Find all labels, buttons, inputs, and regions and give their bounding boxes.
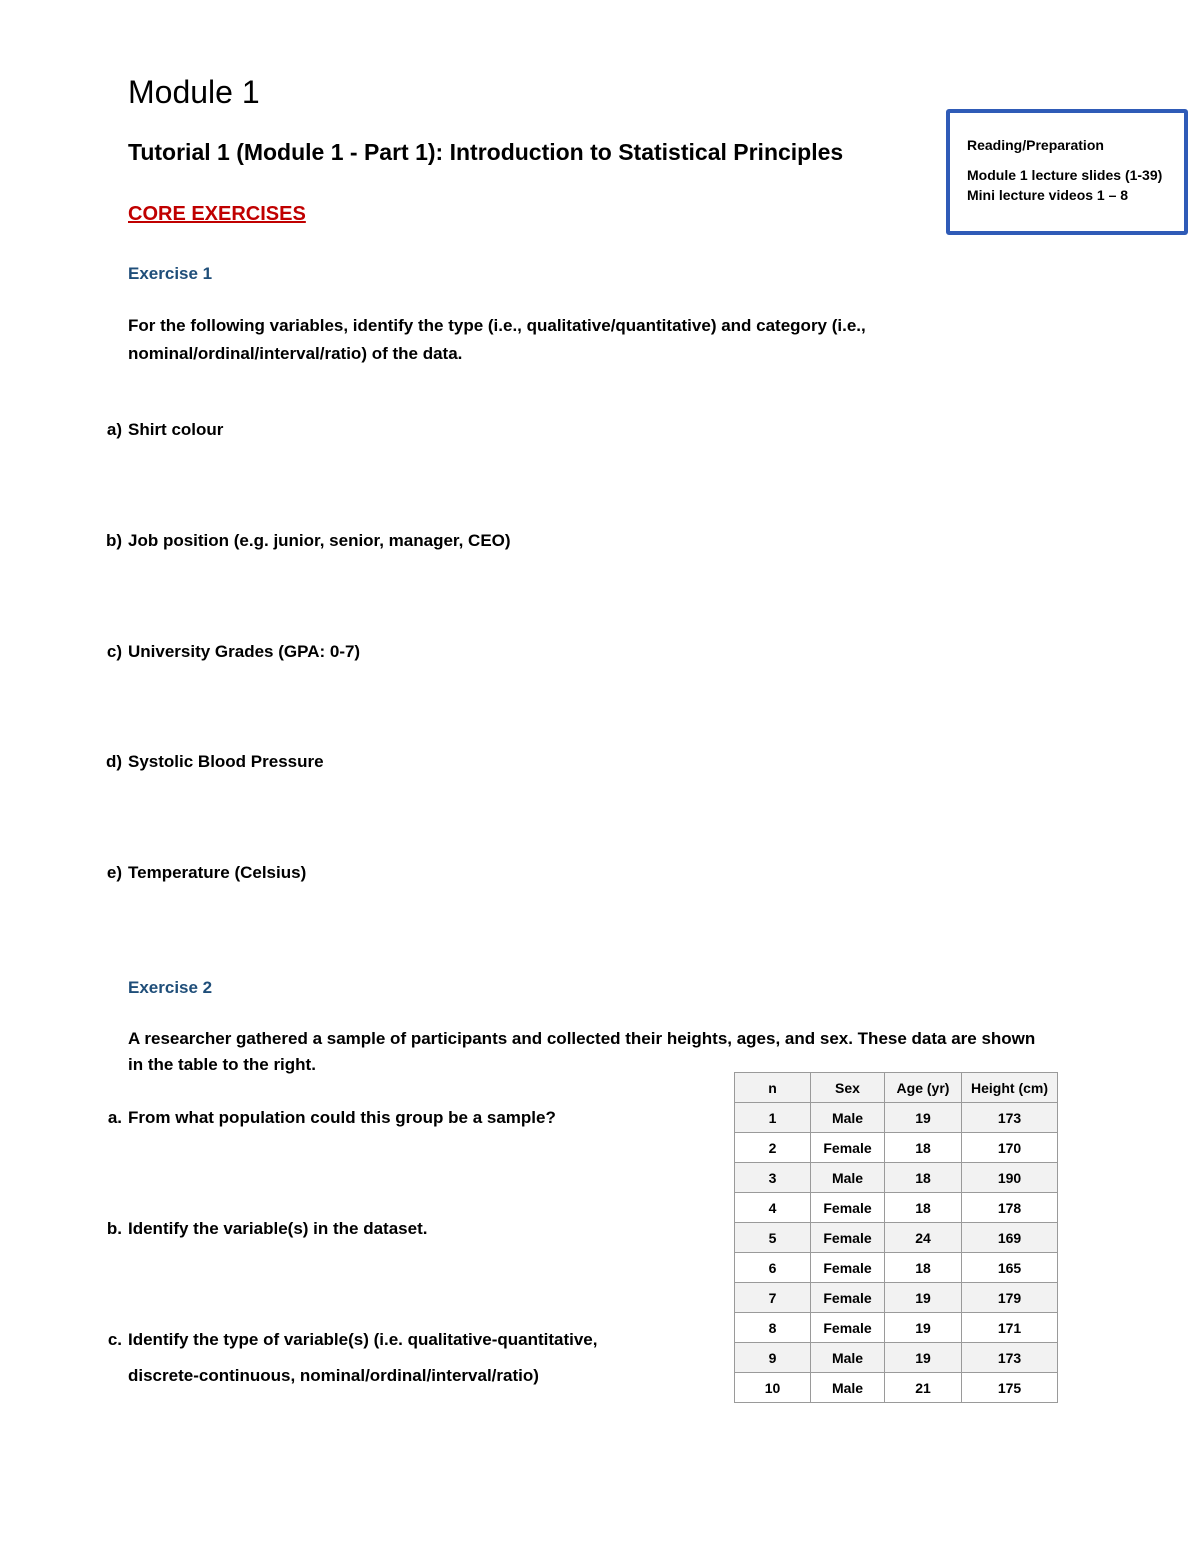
table-cell: 5 [735,1223,811,1253]
table-cell: 8 [735,1313,811,1343]
table-cell: Male [811,1373,885,1403]
table-row [735,1343,1058,1373]
table-cell: 165 [962,1253,1058,1283]
table-cell: 173 [962,1103,1058,1133]
table-cell: 24 [885,1223,962,1253]
table-cell: 173 [962,1343,1058,1373]
item-university-grades: University Grades (GPA: 0-7) [128,642,361,661]
table-row [735,1133,1058,1163]
intro-line: A researcher gathered a sample of participants and collected their heights, ages, and sex. These data are shown [128,1029,1036,1048]
table-row [735,1313,1058,1343]
column-header: Age (yr) [885,1073,962,1103]
table-cell: 175 [962,1373,1058,1403]
core-exercises-heading: CORE EXERCISES [128,203,306,225]
table-cell: Female [811,1223,885,1253]
item-letter: c) [106,642,122,661]
module-title: Module 1 [128,74,260,110]
column-header: Height (cm) [962,1073,1058,1103]
table-cell: 2 [735,1133,811,1163]
exercise-1-heading: Exercise 1 [128,264,213,283]
item-job-position: Job position (e.g. junior, senior, manager, CEO) [128,531,511,550]
table-row [735,1253,1058,1283]
table-cell: 1 [735,1103,811,1133]
table-cell: 18 [885,1193,962,1223]
table-cell: Male [811,1103,885,1133]
question-letter: a. [107,1108,122,1127]
item-blood-pressure: Systolic Blood Pressure [128,752,324,771]
table-cell: 7 [735,1283,811,1313]
table-cell: Female [811,1283,885,1313]
reading-box-title: Reading/Preparation [967,137,1104,153]
table-row [735,1163,1058,1193]
item-letter: d) [105,752,122,771]
table-cell: 21 [885,1373,962,1403]
column-header: n [735,1073,811,1103]
tutorial-title: Tutorial 1 (Module 1 - Part 1): Introduction to Statistical Principles [128,139,844,165]
table-cell: 170 [962,1133,1058,1163]
table-cell: 4 [735,1193,811,1223]
table-cell: 171 [962,1313,1058,1343]
table-row [735,1373,1058,1403]
reading-box-line: Mini lecture videos 1 – 8 [967,187,1129,203]
table-row [735,1193,1058,1223]
table-cell: 179 [962,1283,1058,1313]
table-header-row [735,1073,1058,1103]
participants-table [734,1072,1058,1403]
reading-box-line: Module 1 lecture slides (1-39) [967,167,1163,183]
question-variables: Identify the variable(s) in the dataset. [128,1219,428,1238]
table-cell: 18 [885,1163,962,1193]
question-variable-types: Identify the type of variable(s) (i.e. qualitative-quantitative, [128,1330,598,1349]
table-cell: Female [811,1133,885,1163]
exercise-2-heading: Exercise 2 [128,978,213,997]
question-letter: c. [107,1330,122,1349]
column-header: Sex [811,1073,885,1103]
table-cell: 10 [735,1373,811,1403]
question-population: From what population could this group be a sample? [128,1108,556,1127]
table-cell: Male [811,1163,885,1193]
item-letter: e) [106,863,122,882]
table-cell: 6 [735,1253,811,1283]
table-cell: 19 [885,1343,962,1373]
table-cell: Female [811,1253,885,1283]
instructions-line: For the following variables, identify the type (i.e., qualitative/quantitative) and category (i.e., [128,316,866,335]
table-row [735,1283,1058,1313]
table-cell: 169 [962,1223,1058,1253]
item-shirt-colour: Shirt colour [128,420,224,439]
exercise-1-instructions [128,312,1118,368]
table-cell: Female [811,1313,885,1343]
exercise-2-intro [128,1026,1118,1078]
table-cell: 18 [885,1133,962,1163]
question-variable-types-cont: discrete-continuous, nominal/ordinal/interval/ratio) [128,1366,539,1385]
intro-line: in the table to the right. [128,1055,316,1074]
table-cell: 19 [885,1313,962,1343]
table-cell: 178 [962,1193,1058,1223]
table-row [735,1223,1058,1253]
item-letter: b) [105,531,122,550]
table-cell: Female [811,1193,885,1223]
table-cell: 3 [735,1163,811,1193]
table-cell: 9 [735,1343,811,1373]
item-temperature: Temperature (Celsius) [128,863,307,882]
item-letter: a) [106,420,122,439]
table-cell: 190 [962,1163,1058,1193]
table-cell: 19 [885,1103,962,1133]
table-row [735,1103,1058,1133]
instructions-line: nominal/ordinal/interval/ratio) of the data. [128,344,463,363]
question-letter: b. [106,1219,122,1238]
table-cell: 18 [885,1253,962,1283]
reading-preparation-box [946,109,1188,235]
table-cell: 19 [885,1283,962,1313]
table-cell: Male [811,1343,885,1373]
